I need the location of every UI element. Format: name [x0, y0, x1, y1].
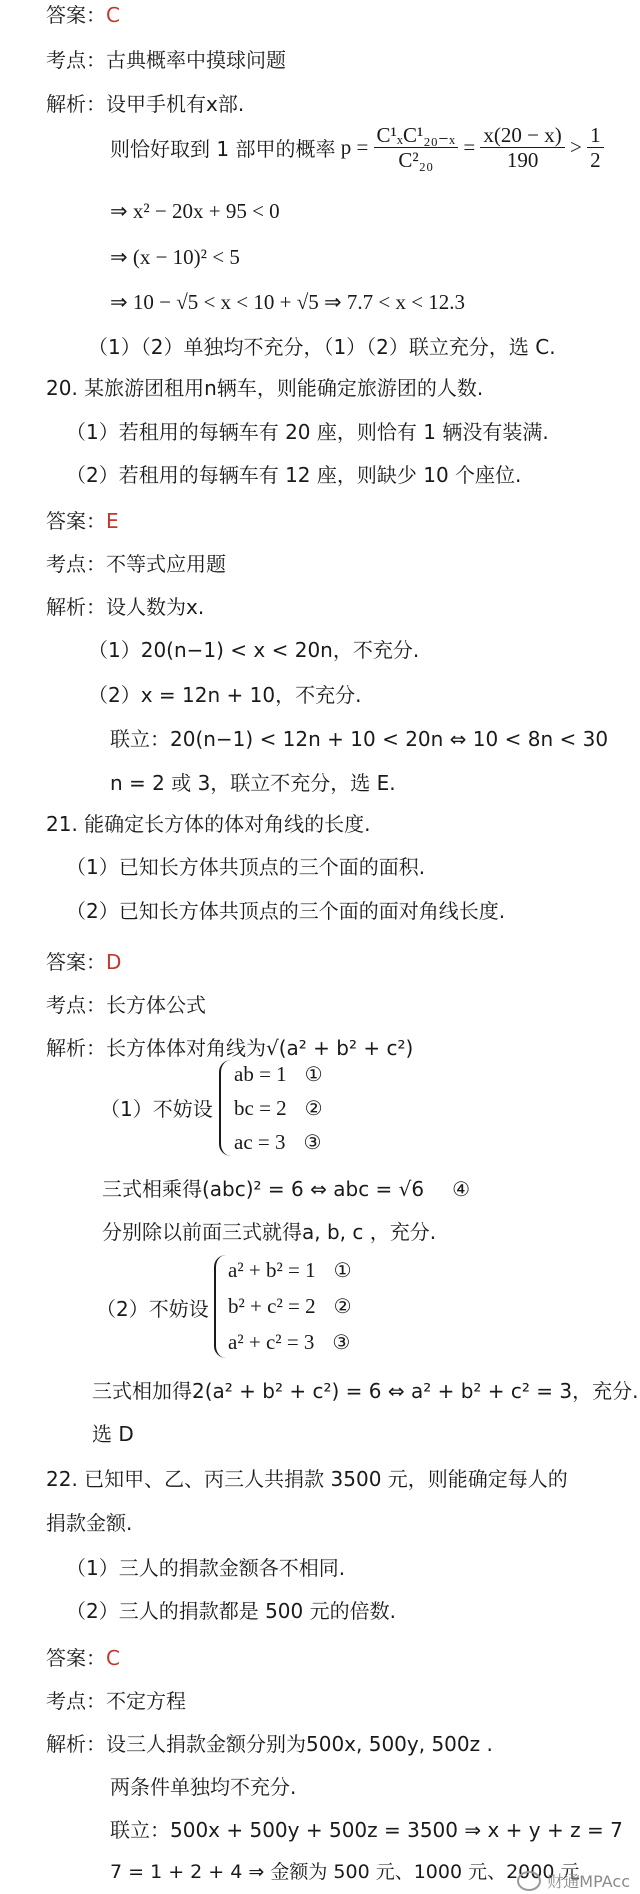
q21-system-2-label: （2）不妨设: [96, 1297, 209, 1321]
q21-condition-1: （1）已知长方体共顶点的三个面的面积.: [66, 855, 426, 879]
q21-answer: 答案：D: [46, 950, 122, 974]
q21-system-1-row-2: bc = 2 ②: [234, 1096, 323, 1120]
q21-system-2-row-1: a² + b² = 1 ①: [228, 1258, 352, 1282]
wechat-icon: [517, 1871, 541, 1891]
q20-condition-2: （2）若租用的每辆车有 12 座，则缺少 10 个座位.: [66, 463, 522, 487]
q20-line-2: （2）x = 12n + 10，不充分.: [88, 683, 362, 707]
q21-condition-2: （2）已知长方体共顶点的三个面的面对角线长度.: [66, 899, 506, 923]
q22-answer-value: C: [106, 1646, 120, 1670]
q20-question: 20. 某旅游团租用n辆车，则能确定旅游团的人数.: [46, 376, 484, 400]
q20-line-3: 联立：20(n−1) < 12n + 10 < 20n ⇔ 10 < 8n < 30: [110, 727, 609, 751]
q21-add-line: 三式相加得2(a² + b² + c²) = 6 ⇔ a² + b² + c² = 3，充分.: [92, 1379, 639, 1403]
q19-conclusion: （1）（2）单独均不充分，（1）（2）联立充分，选 C.: [88, 335, 556, 359]
q21-topic: 考点：长方体公式: [46, 993, 206, 1017]
q19-prob-prefix: 则恰好取到 1 部甲的概率: [110, 137, 336, 161]
q21-choose: 选 D: [92, 1422, 134, 1446]
q20-analysis: 解析：设人数为x.: [46, 595, 205, 619]
q19-answer-value: C: [106, 3, 120, 27]
q22-condition-2: （2）三人的捐款都是 500 元的倍数.: [66, 1599, 396, 1623]
q21-question: 21. 能确定长方体的体对角线的长度.: [46, 812, 371, 836]
q20-topic: 考点：不等式应用题: [46, 552, 226, 576]
q21-multiply-line: 三式相乘得(abc)² = 6 ⇔ abc = √6 ④: [102, 1177, 471, 1201]
q22-topic: 考点：不定方程: [46, 1689, 186, 1713]
q21-system-1-brace: [219, 1060, 235, 1156]
q22-line-2: 联立：500x + 500y + 500z = 3500 ⇒ x + y + z = 7: [110, 1818, 623, 1842]
q21-answer-value: D: [106, 950, 122, 974]
q22-line-3: 7 = 1 + 2 + 4 ⇒ 金额为 500 元、1000 元、2000 元: [110, 1861, 580, 1883]
q19-step-2: ⇒ (x − 10)² < 5: [110, 245, 240, 269]
q21-analysis: 解析：长方体体对角线为√(a² + b² + c²): [46, 1036, 414, 1060]
q19-step-1: ⇒ x² − 20x + 95 < 0: [110, 199, 280, 223]
q20-condition-1: （1）若租用的每辆车有 20 座，则恰有 1 辆没有装满.: [66, 420, 549, 444]
q19-fraction-1: $\frac{\text{C¹ₓC¹₂₀₋ₓ}}{\text{C²₂₀}}$: [374, 123, 459, 172]
watermark-text: 财通MPAcc: [547, 1872, 630, 1891]
q19-probability-equation: 则恰好取到 1 部甲的概率 p = $\frac{\text{C¹ₓC¹₂₀₋ₓ}}{\text{C²₂₀}}$ = $\frac{x(20 - x)}{190}$ > $\frac{1}{2}$: [110, 123, 604, 172]
q19-fraction-3: $\frac{1}{2}$: [587, 123, 604, 172]
q22-line-1: 两条件单独均不充分.: [110, 1775, 297, 1799]
q22-analysis: 解析：设三人捐款金额分别为500x, 500y, 500z .: [46, 1732, 493, 1756]
q21-system-2-row-3: a² + c² = 3 ③: [228, 1330, 351, 1354]
q22-answer: 答案：C: [46, 1646, 120, 1670]
q21-system-1-row-3: ac = 3 ③: [234, 1130, 322, 1154]
q19-analysis: 解析：设甲手机有x部.: [46, 92, 245, 116]
q21-system-1-label: （1）不妨设: [100, 1097, 213, 1121]
q20-line-4: n = 2 或 3，联立不充分，选 E.: [110, 771, 396, 795]
q22-condition-1: （1）三人的捐款金额各不相同.: [66, 1556, 346, 1580]
q21-system-1-row-1: ab = 1 ①: [234, 1062, 323, 1086]
q19-fraction-2: $\frac{x(20 - x)}{190}$: [480, 123, 564, 172]
q22-question-line-1: 22. 已知甲、乙、丙三人共捐款 3500 元，则能确定每人的: [46, 1467, 568, 1491]
q20-answer-value: E: [106, 509, 119, 533]
watermark: [517, 1869, 630, 1892]
q21-divide-line: 分别除以前面三式就得a, b, c ，充分.: [102, 1220, 437, 1244]
q20-line-1: （1）20(n−1) < x < 20n，不充分.: [88, 638, 420, 662]
q19-step-3: ⇒ 10 − √5 < x < 10 + √5 ⇒ 7.7 < x < 12.3: [110, 290, 466, 314]
q21-system-2-row-2: b² + c² = 2 ②: [228, 1294, 352, 1318]
q22-question-line-2: 捐款金额.: [46, 1511, 133, 1535]
q19-topic: 考点：古典概率中摸球问题: [46, 48, 286, 72]
q19-answer: 答案：C: [46, 3, 120, 27]
q20-answer: 答案：E: [46, 509, 119, 533]
